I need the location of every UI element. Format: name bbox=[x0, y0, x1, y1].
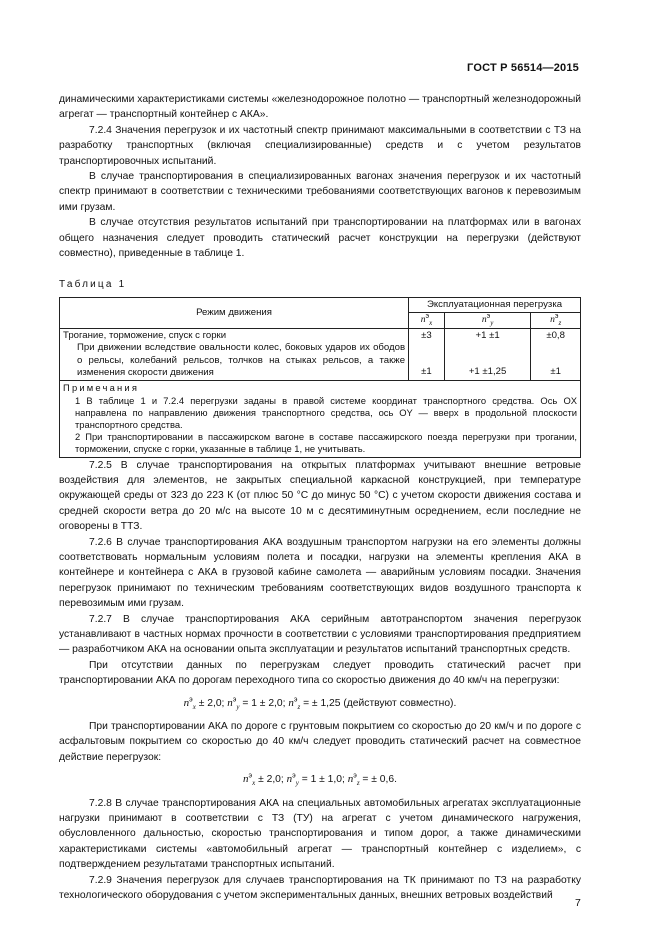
paragraph-7-2-9: 7.2.9 Значения перегрузок для случаев транспортирования на ТК принимают по ТЗ на разработку технологического оборудования с учетом экспериментальных данных, внешних ветровых воздействий bbox=[59, 874, 581, 902]
overload-table bbox=[59, 297, 581, 458]
row1-y: +1 ±1 bbox=[475, 329, 500, 341]
paragraph-special-wagons: В случае транспортирования в специализированных вагонах значения перегрузок и их частотный спектр принимают в соответствии с техническими требованиями соответствующих вагонов к перевозимым ими грузам. bbox=[59, 171, 581, 213]
header-mode: Режим движения bbox=[60, 297, 409, 328]
paragraph-7-2-5: 7.2.5 В случае транспортирования на открытых платформах учитывают внешние ветровые воздействия для элементов, не закрытых специальной каркасной конструкцией, при температуре окружающей среды от 323 до 223 К (от плюс 50 °С до минус 50 °С) с учетом скорости движения состава и средней скорости ветра до 20 м/с на высоте 10 м с десятиминутным осреднением, если последние не оговорены в ТТЗ. bbox=[59, 459, 581, 533]
page-content bbox=[59, 92, 581, 904]
paragraph-no-test-results: В случае отсутствия результатов испытаний при транспортировании на платформах или в вагонах общего назначения следует проводить статический расчет конструкции на перегрузки (действуют совместно), приведенные в таблице 1. bbox=[59, 217, 581, 260]
note-1: 1 В таблице 1 и 7.2.4 перегрузки заданы в правой системе координат транспортного средства. Ось OX направлена по направлению движения транспортного средства, ось OY — вверх в продольной плоскости транспортного средства. bbox=[75, 394, 577, 430]
header-nz: $n^э_z$ bbox=[531, 313, 581, 328]
row1-x: ±3 bbox=[421, 329, 432, 341]
paragraph-7-2-8: 7.2.8 В случае транспортирования АКА на специальных автомобильных агрегатах эксплуатационные нагрузки принимают в соответствии с ТЗ (ТУ) на агрегат с учетом динамического нагружения, обусловленного дальностью, скоростью транспортирования и типом дорог, а также динамическими характеристиками системы «автомобильный агрегат — транспортный контейнер с изделием», с подтверждением результатами транспортных испытаний. bbox=[59, 797, 581, 871]
document-header: ГОСТ Р 56514—2015 bbox=[467, 62, 579, 74]
equation-1: $n^э_x \pm 2,0$; $n^э_y = 1 \pm 2,0$; $n^э_z$ = ± 1,25 (действуют совместно). bbox=[183, 696, 457, 711]
paragraph-continuation: динамическими характеристиками системы «железнодорожное полотно — транспортный железнодорожный агрегат — транспортный контейнер с АКА». bbox=[59, 94, 581, 121]
paragraph-7-2-6: 7.2.6 В случае транспортирования АКА воздушным транспортом нагрузки на его элементы должны соответствовать нормальным условиям полета и посадки, нагрузки на элементы крепления АКА в контейнере и контейнера с АКА в грузовой кабине самолета — аварийным условиям посадки. Значения перегрузок принимают по техническим требованиям соответствующих видов воздушного транспорта к перевозимым ими грузам. bbox=[59, 536, 581, 610]
paragraph-7-2-4: 7.2.4 Значения перегрузок и их частотный спектр принимают максимальными в соответствии с ТЗ на разработку транспортных (включая специализированные) средств и с учетом результатов транспортировочных испытаний. bbox=[59, 124, 581, 167]
header-nx: $n^э_x$ bbox=[409, 313, 445, 328]
table-notes bbox=[60, 381, 581, 457]
header-overload-group: Эксплуатационная перегрузка bbox=[409, 297, 581, 312]
header-ny: $n^э_y$ bbox=[444, 313, 530, 328]
table-caption: Таблица 1 bbox=[59, 279, 127, 291]
page-number: 7 bbox=[575, 897, 581, 909]
table-row bbox=[60, 328, 581, 381]
row1-z: ±0,8 bbox=[546, 329, 565, 341]
row-mode-1: Трогание, торможение, спуск с горки bbox=[63, 329, 227, 341]
row2-z: ±1 bbox=[550, 366, 561, 378]
row2-y: +1 ±1,25 bbox=[468, 366, 507, 378]
note-2: 2 При транспортировании в пассажирском вагоне в составе пассажирского поезда перегрузки при трогании, торможении, спуске с горки, указанные в таблице 1, не учитывать. bbox=[75, 431, 577, 455]
notes-title: Примечания bbox=[63, 382, 140, 394]
row-mode-2: При движении вследствие овальности колес, боковых ударов их ободов о рельсы, колебаний рельсов, толчков на стыках рельсов, а также изменения скорости движения bbox=[77, 342, 406, 378]
equation-2: $n^э_x \pm 2,0$; $n^э_y = 1 \pm 1,0$; $n^э_z$ = ± 0,6. bbox=[243, 772, 397, 788]
paragraph-7-2-7: 7.2.7 В случае транспортирования АКА серийным автотранспортом значения перегрузок устанавливают в частных нормах прочности в соответствии с условиями транспортирования предприятием — разработчиком АКА на основании опыта эксплуатации и результатов испытаний транспортных средств. bbox=[59, 613, 581, 656]
row2-x: ±1 bbox=[421, 366, 432, 378]
paragraph-7-2-7-c: При транспортировании АКА по дороге с грунтовым покрытием со скоростью до 20 км/ч и по дороге с асфальтовым покрытием со скоростью до 40 км/ч следует проводить статический расчет на совместное действие перегрузок: bbox=[59, 721, 581, 763]
paragraph-7-2-7-b: При отсутствии данных по перегрузкам следует проводить статический расчет при транспортировании АКА по дорогам переходного типа со скоростью движения до 40 км/ч на перегрузки: bbox=[59, 659, 581, 687]
